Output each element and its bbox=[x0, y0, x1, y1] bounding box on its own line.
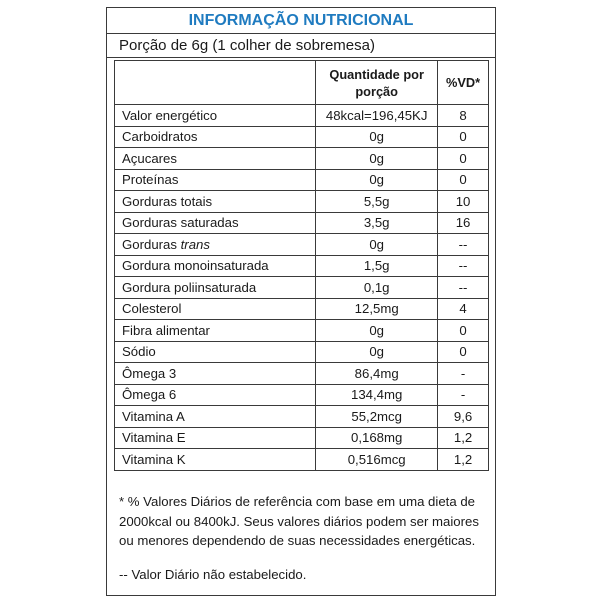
row-quantity: 0,1g bbox=[316, 277, 438, 299]
nutrition-table bbox=[114, 60, 489, 471]
row-dv: 10 bbox=[438, 191, 489, 213]
table-row bbox=[115, 234, 489, 256]
row-quantity: 0,516mcg bbox=[316, 449, 438, 471]
row-dv: 16 bbox=[438, 212, 489, 234]
portion-size: Porção de 6g (1 colher de sobremesa) bbox=[107, 34, 495, 58]
table-row bbox=[115, 341, 489, 363]
table-row bbox=[115, 384, 489, 406]
row-name: Gordura monoinsaturada bbox=[115, 255, 316, 277]
row-dv: -- bbox=[438, 234, 489, 256]
row-name-prefix: Gorduras bbox=[122, 236, 181, 252]
table-row bbox=[115, 126, 489, 148]
row-quantity: 0g bbox=[316, 341, 438, 363]
label-title: INFORMAÇÃO NUTRICIONAL bbox=[107, 8, 495, 34]
row-name: Proteínas bbox=[115, 169, 316, 191]
row-dv: -- bbox=[438, 277, 489, 299]
row-quantity: 12,5mg bbox=[316, 298, 438, 320]
row-quantity: 1,5g bbox=[316, 255, 438, 277]
footnotes bbox=[119, 492, 489, 584]
row-name-italic: trans bbox=[180, 236, 210, 252]
row-dv: - bbox=[438, 384, 489, 406]
row-name: Colesterol bbox=[115, 298, 316, 320]
row-dv: 0 bbox=[438, 320, 489, 342]
row-quantity: 134,4mg bbox=[316, 384, 438, 406]
table-header-row bbox=[115, 61, 489, 105]
row-quantity: 48kcal=196,45KJ bbox=[316, 105, 438, 127]
row-quantity: 0g bbox=[316, 126, 438, 148]
table-row bbox=[115, 255, 489, 277]
row-quantity: 5,5g bbox=[316, 191, 438, 213]
row-name bbox=[115, 234, 316, 256]
row-quantity: 0g bbox=[316, 148, 438, 170]
header-nutrient bbox=[115, 61, 316, 105]
row-name: Carboidratos bbox=[115, 126, 316, 148]
nutrition-facts-panel bbox=[106, 7, 496, 596]
row-dv: 0 bbox=[438, 148, 489, 170]
row-name: Açucares bbox=[115, 148, 316, 170]
row-quantity: 3,5g bbox=[316, 212, 438, 234]
row-dv: 0 bbox=[438, 341, 489, 363]
row-name: Sódio bbox=[115, 341, 316, 363]
footnote-reference: * % Valores Diários de referência com base em uma dieta de 2000kcal ou 8400kJ. Seus valores diários podem ser maiores ou menores dependendo de suas necessidades energéticas. bbox=[119, 494, 479, 548]
header-daily-value: %VD* bbox=[438, 61, 489, 105]
table-row bbox=[115, 449, 489, 471]
row-dv: 1,2 bbox=[438, 427, 489, 449]
row-dv: 0 bbox=[438, 169, 489, 191]
row-quantity: 0g bbox=[316, 169, 438, 191]
row-name: Vitamina A bbox=[115, 406, 316, 428]
row-quantity: 55,2mcg bbox=[316, 406, 438, 428]
table-row bbox=[115, 427, 489, 449]
header-quantity: Quantidade por porção bbox=[316, 61, 438, 105]
row-name: Gordura poliinsaturada bbox=[115, 277, 316, 299]
row-quantity: 0,168mg bbox=[316, 427, 438, 449]
row-name: Vitamina K bbox=[115, 449, 316, 471]
table-row bbox=[115, 212, 489, 234]
table-row bbox=[115, 148, 489, 170]
row-quantity: 0g bbox=[316, 320, 438, 342]
table-row bbox=[115, 191, 489, 213]
row-name: Gorduras saturadas bbox=[115, 212, 316, 234]
row-name: Ômega 3 bbox=[115, 363, 316, 385]
table-row bbox=[115, 298, 489, 320]
footnote-undefined: -- Valor Diário não estabelecido. bbox=[119, 566, 307, 582]
table-row bbox=[115, 320, 489, 342]
row-dv: -- bbox=[438, 255, 489, 277]
row-dv: 8 bbox=[438, 105, 489, 127]
row-dv: 4 bbox=[438, 298, 489, 320]
row-quantity: 0g bbox=[316, 234, 438, 256]
row-name: Valor energético bbox=[115, 105, 316, 127]
table-row bbox=[115, 406, 489, 428]
row-name: Vitamina E bbox=[115, 427, 316, 449]
table-row bbox=[115, 277, 489, 299]
row-name: Ômega 6 bbox=[115, 384, 316, 406]
table-row bbox=[115, 363, 489, 385]
row-dv: 1,2 bbox=[438, 449, 489, 471]
row-quantity: 86,4mg bbox=[316, 363, 438, 385]
table-row bbox=[115, 169, 489, 191]
row-dv: 9,6 bbox=[438, 406, 489, 428]
row-dv: - bbox=[438, 363, 489, 385]
row-dv: 0 bbox=[438, 126, 489, 148]
row-name: Fibra alimentar bbox=[115, 320, 316, 342]
row-name: Gorduras totais bbox=[115, 191, 316, 213]
table-row bbox=[115, 105, 489, 127]
